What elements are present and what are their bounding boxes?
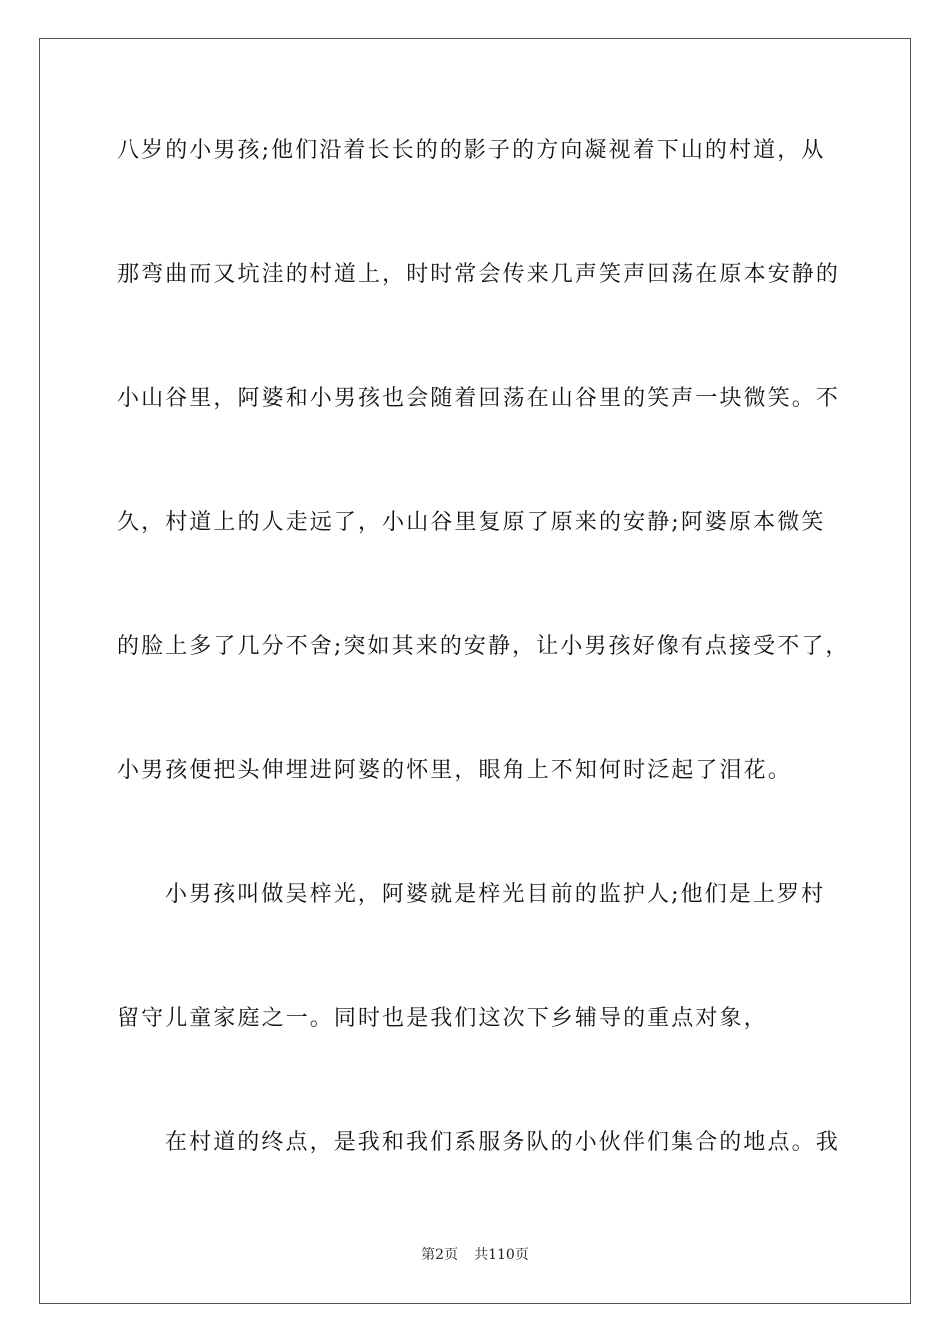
text-line: 留守儿童家庭之一。同时也是我们这次下乡辅导的重点对象， [117,1006,768,1031]
paragraph-first-line: 小男孩叫做吴梓光，阿婆就是梓光目前的监护人;他们是上罗村 [165,882,826,907]
text-line: 小男孩便把头伸埋进阿婆的怀里，眼角上不知何时泛起了泪花。 [117,758,792,783]
text-line: 小山谷里，阿婆和小男孩也会随着回荡在山谷里的笑声一块微笑。不 [117,386,841,411]
text-line: 久，村道上的人走远了，小山谷里复原了原来的安静;阿婆原本微笑 [117,510,826,535]
page-footer [0,1244,950,1264]
text-line: 那弯曲而又坑洼的村道上，时时常会传来几声笑声回荡在原本安静的 [117,262,841,287]
page-total: 共110页 [474,1247,529,1263]
paragraph-first-line: 在村道的终点，是我和我们系服务队的小伙伴们集合的地点。我 [165,1130,840,1155]
document-body [117,120,850,1236]
text-line: 的脸上多了几分不舍;突如其来的安静，让小男孩好像有点接受不了， [117,634,850,659]
text-line: 八岁的小男孩;他们沿着长长的的影子的方向凝视着下山的村道，从 [117,138,826,163]
page-number: 第2页 [421,1247,459,1263]
